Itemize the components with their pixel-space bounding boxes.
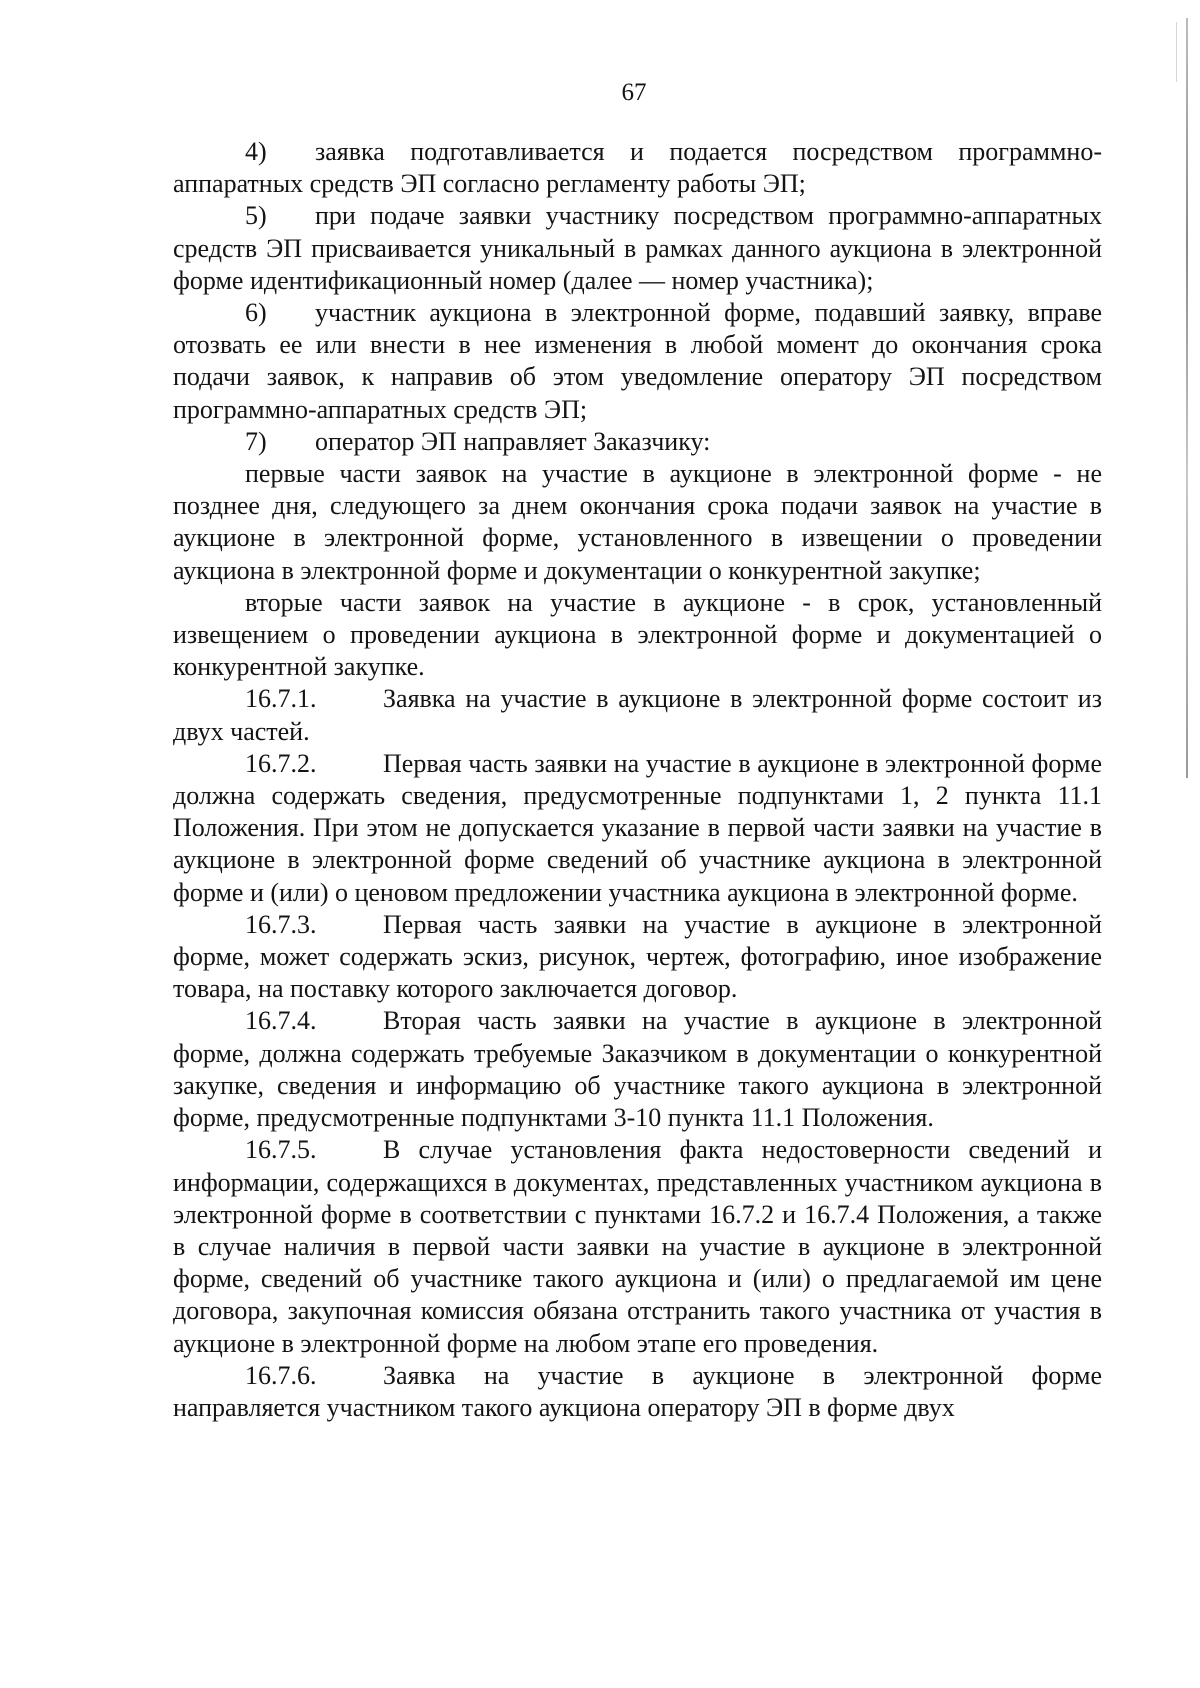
paragraph-item-7 (173, 426, 1102, 458)
paragraph-number: 16.7.6. (245, 1360, 317, 1390)
paragraph-text: первые части заявок на участие в аукционе в электронной форме - не позднее дня, следующего за днем окончания срока подачи заявок на участие в аукционе в электронной форме, установленного в извещении о проведении аукциона в электронной форме и документации о конкурентной закупке; (173, 459, 1102, 585)
paragraph-text: Заявка на участие в аукционе в электронной форме направляется участником такого аукциона оператору ЭП в форме двух (173, 1360, 1102, 1422)
paragraph-16-7-5 (173, 1134, 1102, 1359)
paragraph-16-7-4 (173, 1005, 1102, 1134)
paragraph-text: при подаче заявки участнику посредством программно-аппаратных средств ЭП присваивается уникальный в рамках данного аукциона в электронной форме идентификационный номер (далее — номер участника); (173, 201, 1102, 295)
paragraph-number: 4) (245, 137, 267, 166)
paragraph-text: В случае установления факта недостоверности сведений и информации, содержащихся в документах, представленных участником аукциона в электронной форме в соответствии с пунктами 16.7.2 и 16.7.4 Положения, а также в случае наличия в первой части заявки на участие в аукционе в электронной форме, сведений об участнике такого аукциона и (или) о предлагаемой им цене договора, закупочная комиссия обязана отстранить такого участника от участия в аукционе в электронной форме на любом этапе его проведения. (173, 1135, 1102, 1358)
paragraph-item-4 (173, 136, 1102, 200)
paragraph-number: 6) (245, 298, 267, 328)
paragraph-16-7-1 (173, 683, 1102, 747)
paragraph-16-7-3 (173, 909, 1102, 1006)
paragraph-16-7-2 (173, 748, 1102, 909)
paragraph-number: 5) (245, 201, 267, 231)
paragraph-text: оператор ЭП направляет Заказчику: (315, 426, 711, 456)
paragraph-number: 16.7.5. (245, 1135, 317, 1165)
paragraph-number: 16.7.4. (245, 1006, 317, 1036)
scan-edge-line (1186, 18, 1188, 778)
paragraph-number: 16.7.3. (245, 909, 317, 939)
paragraph-first-parts (173, 458, 1102, 587)
paragraph-number: 7) (245, 426, 267, 456)
paragraph-item-6 (173, 297, 1102, 426)
paragraph-text: заявка подготавливается и подается посредством программно-аппаратных средств ЭП согласно регламенту работы ЭП; (173, 137, 1102, 199)
paragraph-item-5 (173, 200, 1102, 297)
paragraph-16-7-6 (173, 1360, 1102, 1424)
scan-edge-mark (1176, 22, 1183, 82)
paragraph-number: 16.7.2. (245, 748, 317, 778)
paragraph-number: 16.7.1. (245, 684, 317, 714)
paragraph-text: Первая часть заявки на участие в аукционе в электронной форме, может содержать эскиз, рисунок, чертеж, фотографию, иное изображение товара, на поставку которого заключается договор. (173, 909, 1102, 1004)
document-body (173, 136, 1102, 1424)
paragraph-text: Вторая часть заявки на участие в аукционе в электронной форме, должна содержать требуемые Заказчиком в документации о конкурентной закупке, сведения и информацию об участнике такого аукциона в электронной форме, предусмотренные подпунктами 3-10 пункта 11.1 Положения. (173, 1006, 1102, 1133)
paragraph-second-parts (173, 587, 1102, 684)
paragraph-text: участник аукциона в электронной форме, подавший заявку, вправе отозвать ее или внести в нее изменения в любой момент до окончания срока подачи заявок, к направив об этом уведомление оператору ЭП посредством программно-аппаратных средств ЭП; (173, 298, 1102, 424)
paragraph-text: Заявка на участие в аукционе в электронной форме состоит из двух частей. (173, 684, 1102, 746)
paragraph-text: Первая часть заявки на участие в аукционе в электронной форме должна содержать сведения, предусмотренные подпунктами 1, 2 пункта 11.1 Положения. При этом не допускается указание в первой части заявки на участие в аукционе в электронной форме сведений об участнике аукциона в электронной форме и (или) о ценовом предложении участника аукциона в электронной форме. (173, 748, 1102, 907)
paragraph-text: вторые части заявок на участие в аукционе - в срок, установленный извещением о проведении аукциона в электронной форме и документацией о конкурентной закупке. (173, 587, 1102, 682)
page-number: 67 (621, 79, 647, 106)
